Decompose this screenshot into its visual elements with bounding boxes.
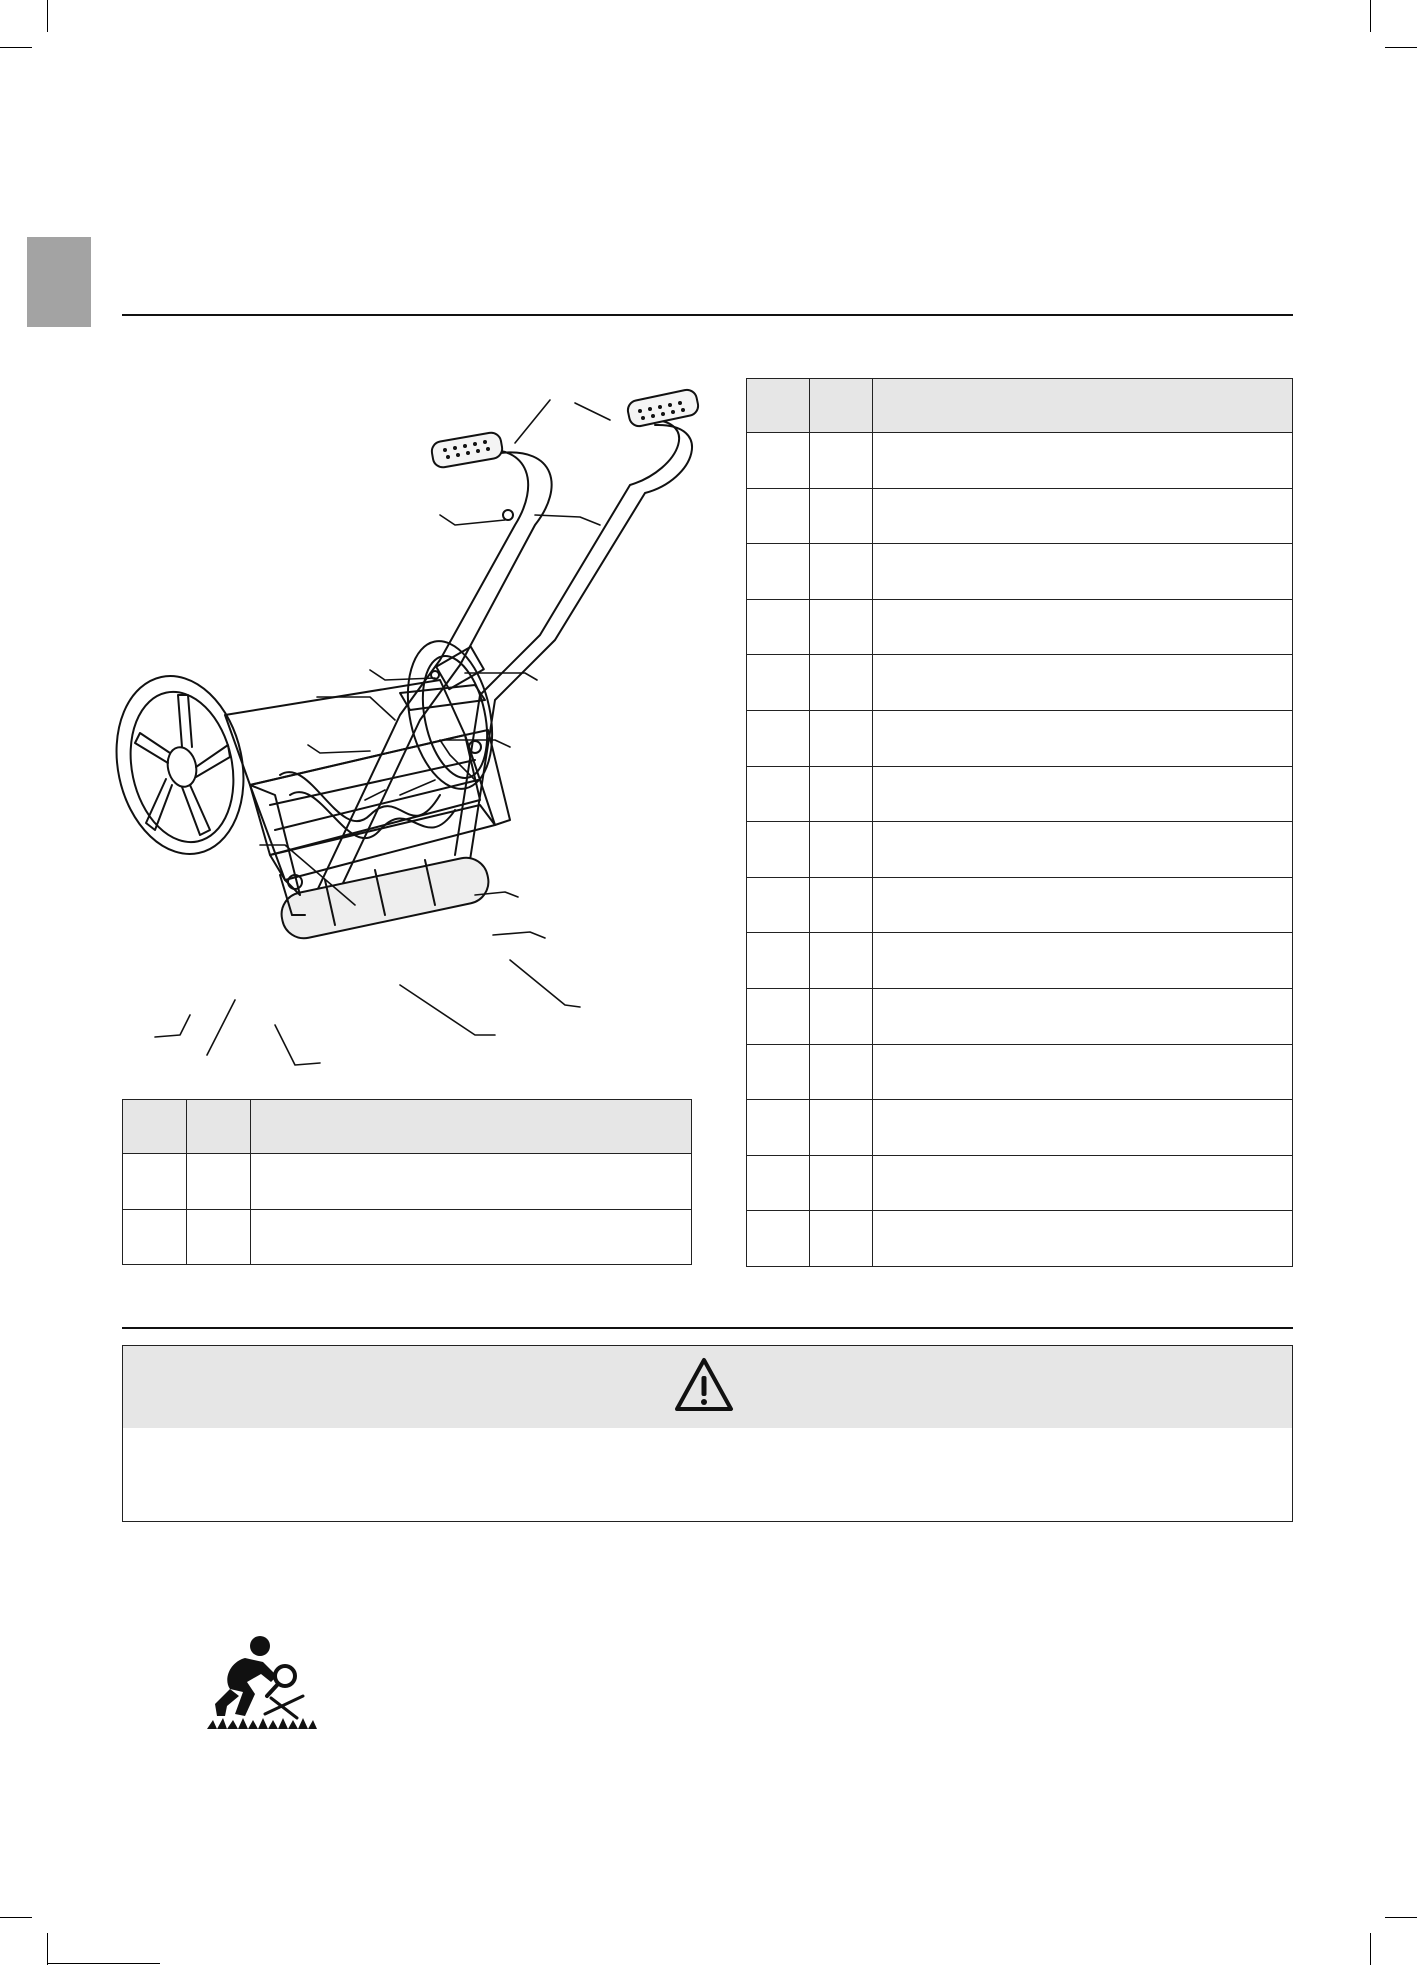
table-cell <box>747 988 810 1044</box>
table-cell <box>251 1209 692 1265</box>
table-cell <box>873 1100 1293 1156</box>
table-cell <box>873 1211 1293 1267</box>
table-header-row <box>747 379 1293 433</box>
table-cell <box>873 933 1293 989</box>
column-header <box>251 1100 692 1154</box>
table-row <box>747 433 1293 489</box>
crop-mark <box>1370 1933 1371 1965</box>
table-cell <box>747 877 810 933</box>
table-cell <box>873 599 1293 655</box>
table-cell <box>747 933 810 989</box>
crop-mark <box>47 1933 48 1965</box>
table-cell <box>873 710 1293 766</box>
table-cell <box>747 655 810 711</box>
table-cell <box>873 1044 1293 1100</box>
table-cell <box>810 1211 873 1267</box>
table-row <box>747 988 1293 1044</box>
table-cell <box>810 655 873 711</box>
table-row <box>747 1211 1293 1267</box>
table-cell <box>747 599 810 655</box>
table-cell <box>810 766 873 822</box>
right-grip <box>626 388 700 428</box>
crop-mark <box>47 0 48 32</box>
table-cell <box>873 544 1293 600</box>
table-cell <box>810 1155 873 1211</box>
table-cell <box>251 1154 692 1210</box>
table-cell <box>810 488 873 544</box>
header-rule <box>122 314 1293 316</box>
table-cell <box>873 488 1293 544</box>
left-grip <box>430 431 503 469</box>
table-cell <box>873 433 1293 489</box>
table-row <box>747 822 1293 878</box>
table-cell <box>747 1100 810 1156</box>
column-header <box>810 379 873 433</box>
table-cell <box>810 544 873 600</box>
upper-knob <box>503 510 513 520</box>
crop-mark <box>0 47 32 48</box>
crop-mark <box>1370 0 1371 32</box>
lawn-mower-illustration <box>110 375 730 1075</box>
handle-right-bar <box>455 420 679 855</box>
parts-table-small <box>122 1099 692 1265</box>
table-row <box>123 1209 692 1265</box>
table-row <box>747 933 1293 989</box>
side-tab <box>27 237 91 327</box>
table-cell <box>810 599 873 655</box>
table-row <box>747 877 1293 933</box>
warning-triangle-icon <box>673 1356 735 1414</box>
crop-mark <box>1385 47 1417 48</box>
table-cell <box>747 766 810 822</box>
column-header <box>187 1100 251 1154</box>
table-cell <box>747 544 810 600</box>
table-cell <box>187 1209 251 1265</box>
table-row <box>747 1044 1293 1100</box>
warning-header <box>123 1346 1292 1428</box>
column-header <box>873 379 1293 433</box>
table-cell <box>810 933 873 989</box>
table-cell <box>747 1211 810 1267</box>
table-cell <box>873 766 1293 822</box>
table-cell <box>810 710 873 766</box>
table-row <box>747 710 1293 766</box>
table-cell <box>123 1209 187 1265</box>
left-wheel <box>110 664 259 866</box>
table-cell <box>873 655 1293 711</box>
table-row <box>123 1154 692 1210</box>
table-cell <box>810 877 873 933</box>
table-cell <box>873 877 1293 933</box>
table-cell <box>873 1155 1293 1211</box>
table-header-row <box>123 1100 692 1154</box>
table-row <box>747 599 1293 655</box>
crop-mark <box>47 1963 160 1964</box>
table-cell <box>747 1044 810 1100</box>
table-cell <box>747 822 810 878</box>
table-row <box>747 1100 1293 1156</box>
table-cell <box>123 1154 187 1210</box>
table-cell <box>810 1100 873 1156</box>
table-cell <box>187 1154 251 1210</box>
table-cell <box>810 822 873 878</box>
column-header <box>747 379 810 433</box>
warning-box <box>122 1345 1293 1522</box>
column-header <box>123 1100 187 1154</box>
table-row <box>747 1155 1293 1211</box>
table-cell <box>747 710 810 766</box>
table-row <box>747 544 1293 600</box>
parts-table-large <box>746 378 1293 1267</box>
table-cell <box>810 1044 873 1100</box>
table-cell <box>747 433 810 489</box>
crop-mark <box>1385 1917 1417 1918</box>
table-cell <box>810 988 873 1044</box>
table-cell <box>810 433 873 489</box>
table-row <box>747 655 1293 711</box>
table-cell <box>873 988 1293 1044</box>
section-rule <box>122 1327 1293 1329</box>
table-row <box>747 766 1293 822</box>
inspect-lawn-icon <box>205 1634 320 1734</box>
table-cell <box>747 488 810 544</box>
table-row <box>747 488 1293 544</box>
table-cell <box>873 822 1293 878</box>
crop-mark <box>0 1917 32 1918</box>
table-cell <box>747 1155 810 1211</box>
